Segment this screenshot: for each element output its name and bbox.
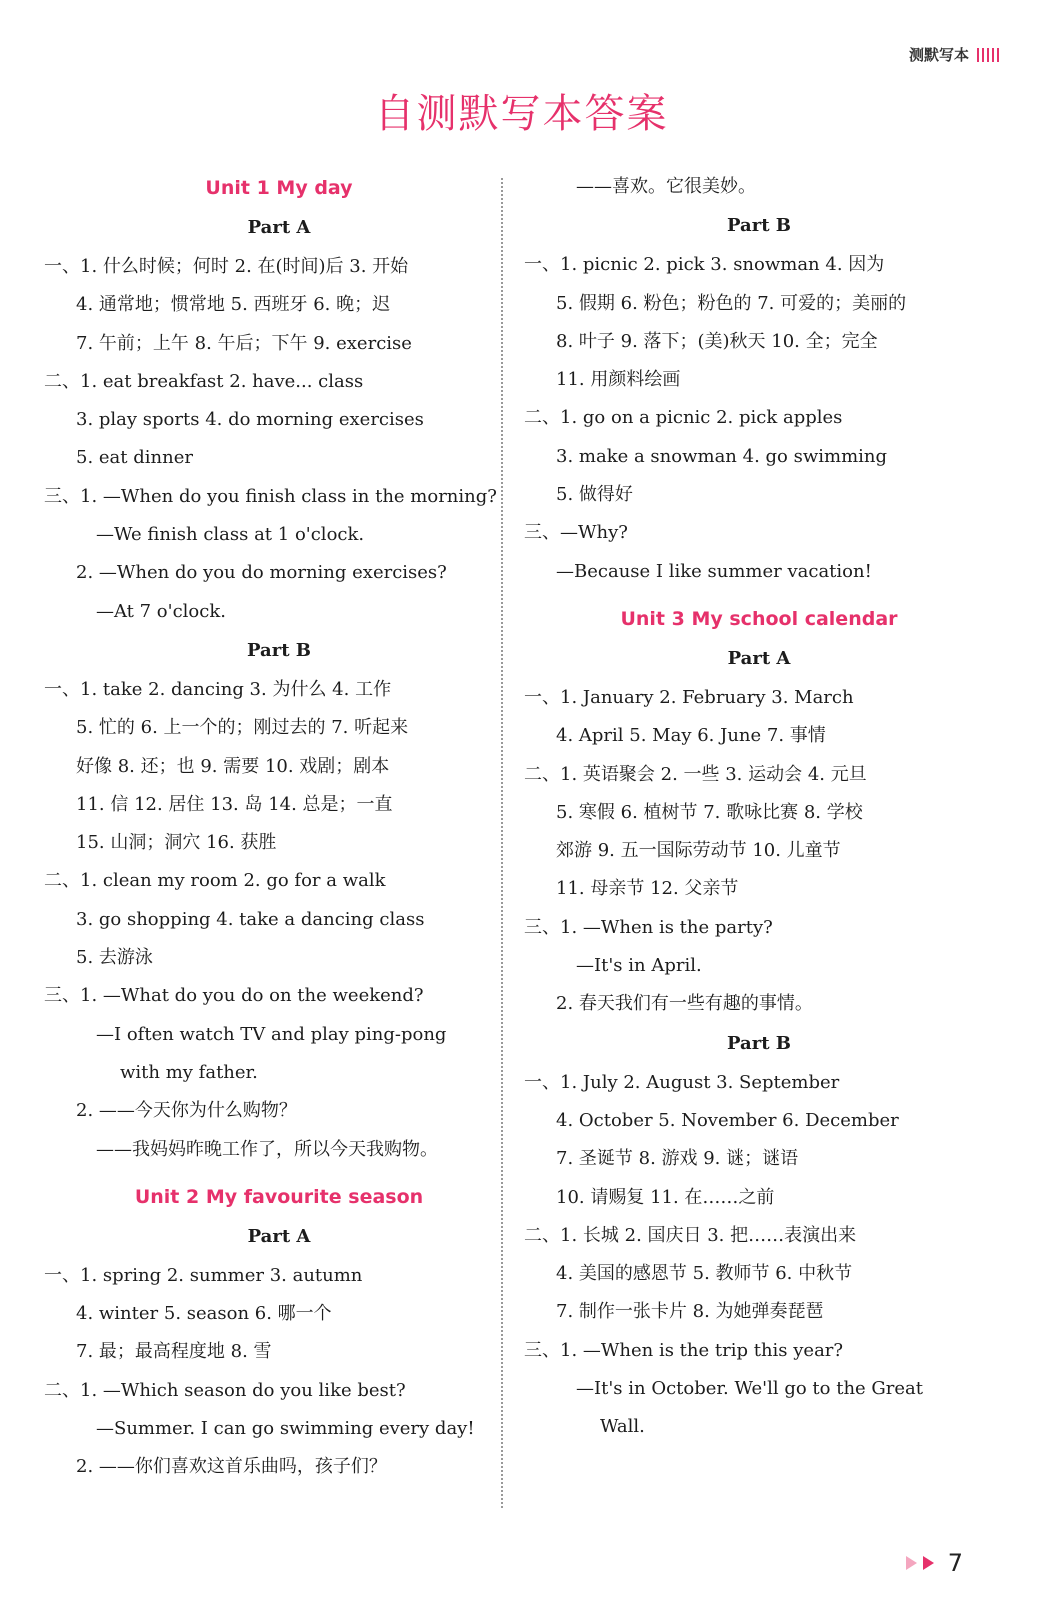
answer-line: 4. 通常地；惯常地 5. 西班牙 6. 晚；迟 bbox=[76, 294, 391, 316]
answer-line: 二、1. 英语聚会 2. 一些 3. 运动会 4. 元旦 bbox=[524, 763, 867, 785]
answer-line: 5. 做得好 bbox=[556, 484, 633, 506]
answer-line: 2. ——今天你为什么购物？ bbox=[76, 1100, 297, 1122]
answer-line: 5. 忙的 6. 上一个的；刚过去的 7. 听起来 bbox=[76, 717, 409, 739]
answer-line: 5. 去游泳 bbox=[76, 947, 153, 969]
answer-line: 2. ——你们喜欢这首乐曲吗，孩子们？ bbox=[76, 1456, 387, 1478]
answer-line: —At 7 o'clock. bbox=[96, 600, 226, 622]
answer-line: 一、1. 什么时候；何时 2. 在(时间)后 3. 开始 bbox=[44, 256, 409, 277]
arrow-right-icon bbox=[906, 1556, 917, 1570]
answer-line: Wall. bbox=[600, 1416, 645, 1438]
answer-line: 三、1. —When is the trip this year? bbox=[524, 1339, 844, 1361]
answer-line: 一、1. July 2. August 3. September bbox=[524, 1071, 840, 1093]
answer-line: 11. 信 12. 居住 13. 岛 14. 总是；一直 bbox=[76, 793, 393, 815]
answer-line: 10. 请赐复 11. 在……之前 bbox=[556, 1186, 775, 1208]
answer-line: 二、1. eat breakfast 2. have... class bbox=[44, 370, 364, 392]
answer-line: 二、1. go on a picnic 2. pick apples bbox=[524, 407, 843, 429]
answer-line: 7. 制作一张卡片 8. 为她弹奏琵琶 bbox=[556, 1301, 824, 1323]
answer-line: 2. 春天我们有一些有趣的事情。 bbox=[556, 993, 813, 1015]
answer-line: —Because I like summer vacation! bbox=[556, 560, 872, 582]
answer-line: 二、1. clean my room 2. go for a walk bbox=[44, 870, 386, 892]
answer-line: 5. 假期 6. 粉色；粉色的 7. 可爱的；美丽的 bbox=[556, 292, 907, 314]
answer-line: 3. play sports 4. do morning exercises bbox=[76, 409, 424, 431]
answer-line: 3. go shopping 4. take a dancing class bbox=[76, 908, 425, 930]
answer-line: —We finish class at 1 o'clock. bbox=[96, 524, 365, 546]
answer-line: —It's in October. We'll go to the Great bbox=[576, 1378, 924, 1400]
answer-line: —I often watch TV and play ping-pong bbox=[96, 1023, 447, 1045]
answer-line: 2. —When do you do morning exercises? bbox=[76, 562, 447, 584]
answer-line: ——喜欢。它很美妙。 bbox=[576, 176, 756, 197]
unit-3-title: Unit 3 My school calendar bbox=[620, 607, 898, 630]
answer-line: 8. 叶子 9. 落下；(美)秋天 10. 全；完全 bbox=[556, 330, 878, 352]
arrow-right-icon bbox=[923, 1556, 934, 1570]
answer-line: 三、1. —When is the party? bbox=[524, 916, 773, 938]
answer-line: 一、1. January 2. February 3. March bbox=[524, 686, 854, 708]
answer-line: 三、1. —When do you finish class in the morning? bbox=[44, 485, 497, 507]
answer-line: 三、—Why? bbox=[524, 522, 628, 544]
part-a-heading: Part A bbox=[727, 647, 791, 669]
answer-line: 11. 母亲节 12. 父亲节 bbox=[556, 878, 739, 900]
part-a-heading: Part A bbox=[247, 1225, 311, 1247]
answer-line: 郊游 9. 五一国际劳动节 10. 儿童节 bbox=[556, 840, 841, 862]
answer-line: 7. 圣诞节 8. 游戏 9. 谜；谜语 bbox=[556, 1148, 799, 1170]
answer-line: 一、1. take 2. dancing 3. 为什么 4. 工作 bbox=[44, 678, 392, 700]
answer-line: —It's in April. bbox=[576, 955, 702, 977]
answer-line: 4. April 5. May 6. June 7. 事情 bbox=[556, 725, 826, 747]
answer-line: 7. 午前；上午 8. 午后；下午 9. exercise bbox=[76, 332, 412, 354]
header-tag bbox=[909, 44, 999, 65]
answer-line: 3. make a snowman 4. go swimming bbox=[556, 445, 888, 467]
answer-line: ——我妈妈昨晚工作了，所以今天我购物。 bbox=[96, 1138, 438, 1160]
answer-line: 11. 用颜料绘画 bbox=[556, 369, 681, 391]
left-column bbox=[44, 168, 514, 1487]
answer-line: 5. 寒假 6. 植树节 7. 歌咏比赛 8. 学校 bbox=[556, 801, 863, 823]
answer-line: 二、1. 长城 2. 国庆日 3. 把……表演出来 bbox=[524, 1224, 857, 1246]
page-number: 7 bbox=[947, 1549, 963, 1577]
answer-line: 4. winter 5. season 6. 哪一个 bbox=[76, 1303, 332, 1325]
answer-line: —Summer. I can go swimming every day! bbox=[96, 1418, 475, 1440]
right-column bbox=[524, 168, 994, 1447]
part-b-heading: Part B bbox=[727, 215, 791, 237]
header-bars-decoration bbox=[977, 48, 999, 62]
page-title: 自测默写本答案 bbox=[374, 91, 669, 137]
page-footer bbox=[906, 1549, 963, 1577]
header-label: 测默写本 bbox=[908, 46, 969, 64]
answer-line: 4. 美国的感恩节 5. 教师节 6. 中秋节 bbox=[556, 1263, 853, 1285]
answer-line: 4. October 5. November 6. December bbox=[556, 1109, 899, 1131]
answer-line: 一、1. spring 2. summer 3. autumn bbox=[44, 1264, 363, 1286]
part-a-heading: Part A bbox=[247, 217, 311, 238]
unit-2-title: Unit 2 My favourite season bbox=[134, 1185, 424, 1208]
answer-line: 7. 最；最高程度地 8. 雪 bbox=[76, 1341, 272, 1363]
answer-line: with my father. bbox=[120, 1061, 258, 1083]
part-b-heading: Part B bbox=[247, 639, 311, 661]
answer-line: 二、1. —Which season do you like best? bbox=[44, 1379, 406, 1401]
answer-line: 好像 8. 还；也 9. 需要 10. 戏剧；剧本 bbox=[76, 755, 390, 777]
answer-line: 一、1. picnic 2. pick 3. snowman 4. 因为 bbox=[524, 254, 885, 276]
answer-line: 三、1. —What do you do on the weekend? bbox=[44, 985, 424, 1007]
answer-line: 5. eat dinner bbox=[76, 447, 193, 469]
part-b-heading: Part B bbox=[727, 1032, 791, 1054]
answer-line: 15. 山洞；洞穴 16. 获胜 bbox=[76, 832, 277, 854]
unit-1-title: Unit 1 My day bbox=[205, 177, 353, 199]
